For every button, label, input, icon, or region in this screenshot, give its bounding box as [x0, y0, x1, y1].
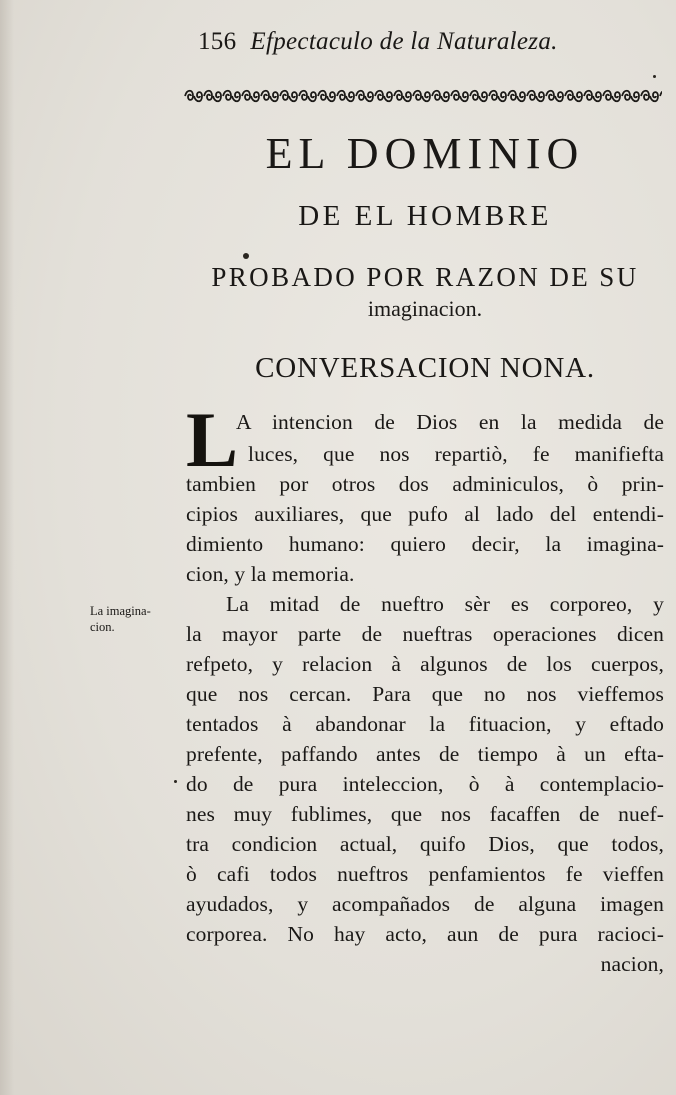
- catchword: nacion,: [600, 952, 664, 976]
- body-line: prefente, paffando antes de tiempo à un efta-: [186, 742, 664, 766]
- main-title: EL DOMINIO: [265, 129, 585, 178]
- gutter-shadow: [0, 0, 14, 1095]
- body-line: A intencion de Dios en la medida de: [236, 410, 664, 434]
- body-line: cion, y la memoria.: [186, 562, 355, 586]
- proved-line-2: imaginacion.: [367, 296, 483, 321]
- body-line: ayudados, y acompañados de alguna imagen: [186, 892, 664, 916]
- body-line: luces, que nos repartiò, fe manifiefta: [248, 442, 664, 466]
- body-line: ò cafi todos nueftros penfamientos fe vieffen: [186, 862, 664, 886]
- ink-speck: [653, 75, 656, 78]
- subtitle: DE EL HOMBRE: [298, 200, 552, 232]
- margin-note-line-1: La imagina-: [90, 604, 151, 618]
- page-number: 156: [198, 28, 237, 55]
- body-line: tambien por otros dos adminiculos, ò prin-: [186, 472, 664, 496]
- running-head: [198, 28, 558, 56]
- running-title: Efpectaculo de la Naturaleza.: [250, 28, 558, 55]
- body-line: do de pura inteleccion, ò à contemplacio-: [186, 772, 664, 796]
- body-line: tentados à abandonar la fituacion, y eftado: [186, 712, 664, 736]
- body-line: la mayor parte de nueftras operaciones dicen: [186, 622, 664, 646]
- ornament-band: [184, 88, 662, 104]
- conversation-title: CONVERSACION NONA.: [255, 352, 595, 384]
- body-line: cipios auxiliares, que pufo al lado del entendi-: [186, 502, 664, 526]
- margin-note-line-2: cion.: [90, 620, 115, 634]
- ink-speck: [243, 253, 249, 259]
- drop-cap: L: [186, 396, 239, 483]
- ink-speck: [174, 780, 177, 783]
- proved-line-1: PROBADO POR RAZON DE SU: [211, 262, 639, 292]
- body-line: corporea. No hay acto, aun de pura racioci-: [186, 922, 664, 946]
- body-line: La mitad de nueftro sèr es corporeo, y: [226, 592, 664, 616]
- body-line: tra condicion actual, quifo Dios, que todos,: [186, 832, 664, 856]
- decorative-rule: [184, 88, 662, 104]
- body-line: refpeto, y relacion à algunos de los cuerpos,: [186, 652, 664, 676]
- body-line: dimiento humano: quiero decir, la imagina-: [186, 532, 664, 556]
- body-line: nes muy fublimes, que nos facaffen de nuef-: [186, 802, 664, 826]
- body-line: que nos cercan. Para que no nos vieffemos: [186, 682, 664, 706]
